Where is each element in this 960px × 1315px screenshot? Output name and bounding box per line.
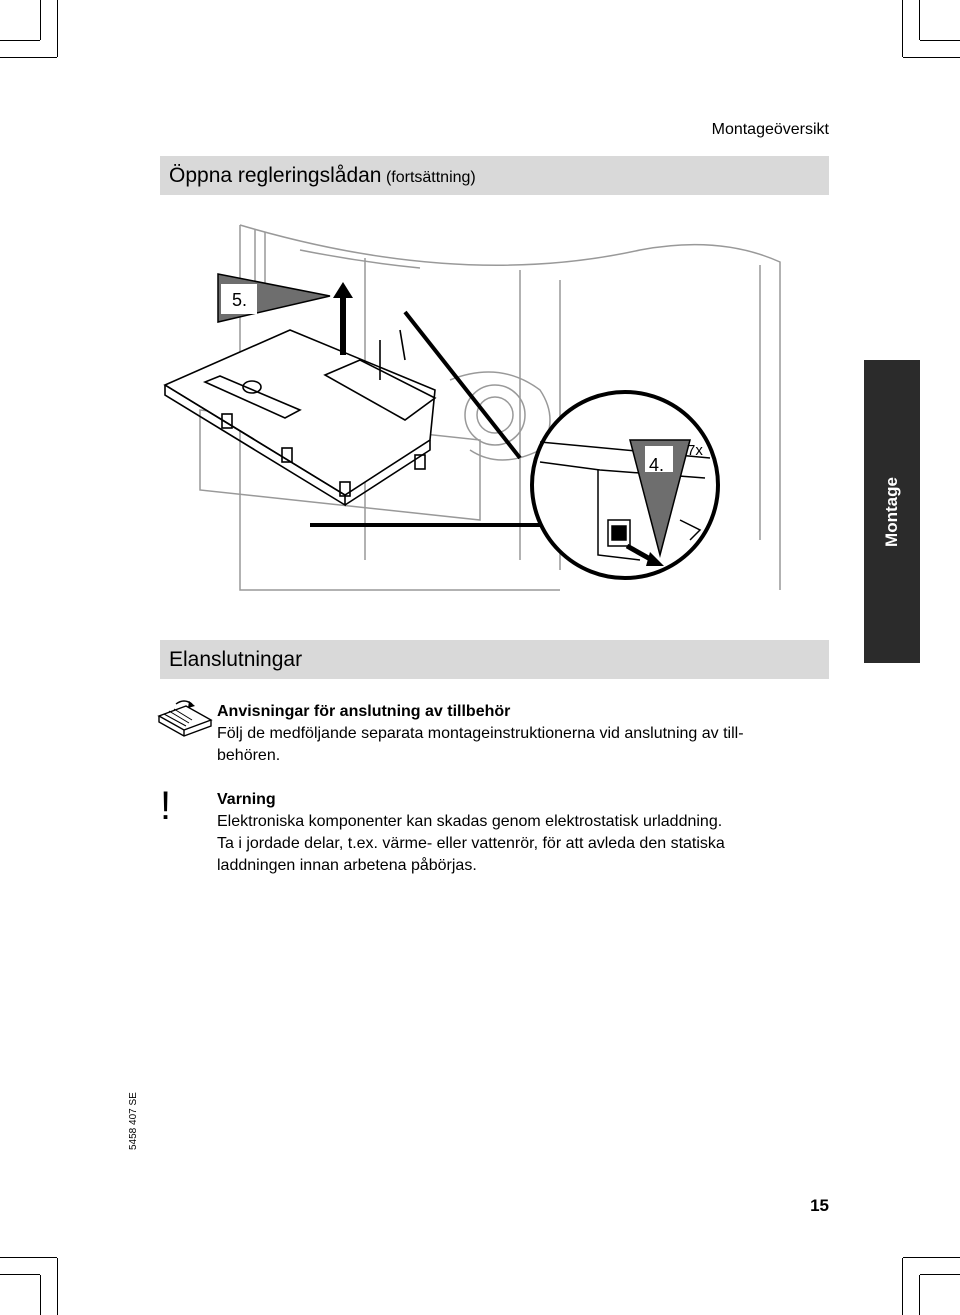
crop-mark [0,57,57,58]
crop-mark [902,1258,903,1315]
crop-mark [919,0,920,40]
section-title: Elanslutningar [169,648,303,671]
notice-text-line: Följ de medföljande separata montageinstruktionerna vid anslutning av till- [217,725,744,742]
page-number: 15 [810,1196,829,1215]
section-subtitle: (fortsättning) [385,169,476,186]
crop-mark [0,1274,40,1275]
warning-block [217,789,829,877]
chapter-tab [864,360,920,663]
chapter-tab-label: Montage [882,476,901,547]
notice-title: Anvisningar för anslutning av tillbehör [217,703,511,720]
warning-text-line: Ta i jordade delar, t.ex. värme- eller vattenrör, för att avleda den statiska [217,835,725,852]
crop-mark [920,40,960,41]
running-header: Montageöversikt [711,121,829,138]
crop-mark [919,1275,920,1315]
warning-symbol: ! [160,784,172,828]
step4-label: 4. [649,455,665,475]
crop-mark [40,1275,41,1315]
warning-text-line: laddningen innan arbetena påbörjas. [217,857,477,874]
section-heading-bar [160,640,829,679]
notice-text-line: behören. [217,747,281,764]
count-label: 7x [687,442,703,459]
crop-mark [0,40,40,41]
crop-mark [57,0,58,57]
crop-mark [920,1274,960,1275]
crop-mark [57,1258,58,1315]
section-title: Öppna regleringslådan [169,164,382,187]
warning-title: Varning [217,791,276,808]
control-box-illustration [155,205,785,605]
crop-mark [40,0,41,40]
notice-block [217,701,829,767]
manual-book-icon [156,698,214,740]
crop-mark [903,1257,960,1258]
section-heading-bar [160,156,829,195]
crop-mark [902,0,903,57]
warning-text-line: Elektroniska komponenter kan skadas genom elektrostatisk urladdning. [217,813,723,830]
document-code: 5458 407 SE [128,1092,139,1150]
step5-label: 5. [232,290,248,310]
crop-mark [0,1257,57,1258]
crop-mark [903,57,960,58]
